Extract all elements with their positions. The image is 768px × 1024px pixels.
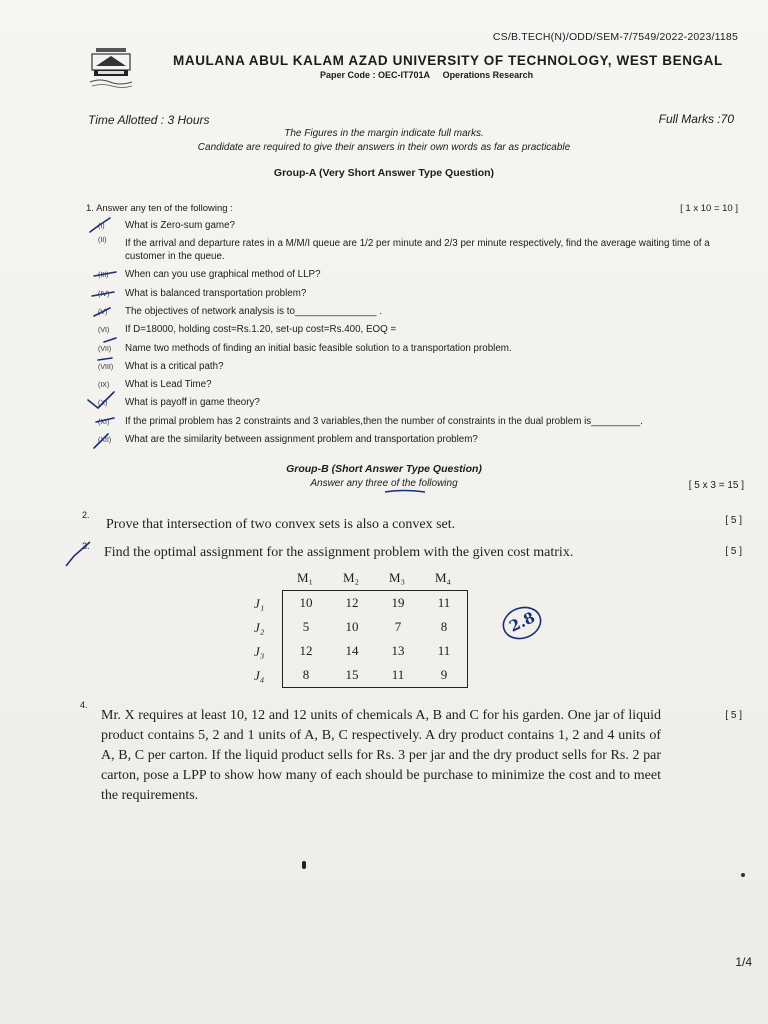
matrix-cell: 8: [302, 667, 310, 682]
group-b-marks: [ 5 x 3 = 15 ]: [688, 480, 744, 491]
question-4-text: Mr. X requires at least 10, 12 and 12 units of chemicals A, B and C for his garden. One jar of liquid product contains 5, 2 and 1 units of A, B, C respectively. A dry product contains 1, 2 and 4 units of A, B, C per carton. If the liquid product sells for Rs. 3 per jar and the dry product sells for Rs. 2 par carton, pose a LPP to show how many of each should be purchase to minimize the cost and to meet the requirements.: [101, 708, 661, 803]
matrix-cell: 10: [345, 619, 359, 634]
matrix-col-header: M₄: [435, 570, 452, 585]
matrix-row-header: J₄: [254, 668, 265, 683]
question-3-number: 3.: [82, 541, 90, 551]
table-row: [283, 639, 468, 663]
matrix-row-header: J₁: [254, 596, 265, 611]
question-4-marks: [ 5 ]: [725, 710, 742, 721]
list-item: (VI) If D=18000, holding cost=Rs.1.20, set-up cost=Rs.400, EOQ =: [98, 324, 397, 335]
cost-matrix: [282, 590, 468, 688]
list-item: (VII) Name two methods of finding an initial basic feasible solution to a transportation problem.: [98, 343, 512, 354]
table-row: [283, 591, 468, 616]
matrix-cell: 15: [345, 667, 359, 682]
list-item: (V) The objectives of network analysis is to_______________ .: [98, 306, 383, 317]
ink-speck: [302, 861, 306, 869]
matrix-cell: 11: [437, 643, 451, 658]
group-a-marks: [ 1 x 10 = 10 ]: [680, 203, 738, 214]
matrix-col-header: M₂: [343, 570, 360, 585]
question-2-marks: [ 5 ]: [725, 515, 742, 526]
question-3-text: Find the optimal assignment for the assignment problem with the given cost matrix.: [104, 545, 574, 560]
list-item: (IV) What is balanced transportation problem?: [98, 288, 307, 299]
ink-speck: [741, 873, 745, 877]
handwritten-tick-marks: [80, 212, 120, 452]
question-4-number: 4.: [80, 700, 88, 710]
table-row: [283, 615, 468, 639]
question-instruction: Answer any ten of the following :: [96, 203, 233, 214]
matrix-cell: 19: [391, 595, 405, 610]
matrix-cell: 14: [345, 643, 359, 658]
matrix-cell: 12: [299, 643, 313, 658]
group-b-instruction: Answer any three of the following: [310, 478, 458, 489]
matrix-row-header: J₃: [254, 644, 265, 659]
university-name: MAULANA ABUL KALAM AZAD UNIVERSITY OF TECHNOLOGY, WEST BENGAL: [173, 53, 723, 68]
university-logo: [86, 44, 138, 92]
underline-mark: [383, 489, 427, 495]
matrix-cell: 13: [391, 643, 405, 658]
matrix-cell: 11: [391, 667, 405, 682]
matrix-col-header: M₁: [297, 570, 314, 585]
instruction-note-2: Candidate are required to give their answers in their own words as far as practicable: [197, 142, 571, 153]
list-item: (IX) What is Lead Time?: [98, 379, 212, 390]
handwritten-score: [500, 604, 544, 642]
paper-code-label: Paper Code :: [320, 70, 376, 80]
paper-title: Operations Research: [442, 70, 534, 80]
list-item: (VIII) What is a critical path?: [98, 361, 224, 372]
question-paper-code: CS/B.TECH(N)/ODD/SEM-7/7549/2022-2023/1185: [492, 31, 738, 43]
matrix-cell: 10: [299, 595, 313, 610]
question-number: 1.: [86, 203, 94, 214]
question-2-text: Prove that intersection of two convex sets is also a convex set.: [106, 517, 456, 532]
instruction-note-1: The Figures in the margin indicate full marks.: [284, 128, 484, 139]
handwritten-score-text: 2.8: [506, 608, 538, 636]
group-a-title: Group-A (Very Short Answer Type Question): [273, 167, 495, 179]
group-b-title: Group-B (Short Answer Type Question): [286, 463, 482, 475]
list-item: (III) When can you use graphical method of LLP?: [98, 269, 321, 280]
matrix-cell: 8: [440, 619, 448, 634]
table-row: [283, 663, 468, 688]
list-item: (I) What is Zero-sum game?: [98, 220, 235, 231]
paper-code-line: [320, 70, 533, 80]
full-marks: Full Marks :70: [658, 112, 734, 126]
matrix-col-header: M₃: [389, 570, 406, 585]
list-item: (XI) If the primal problem has 2 constraints and 3 variables,then the number of constraints in the dual problem is_________.: [98, 416, 643, 427]
handwritten-tick-icon: [62, 540, 92, 568]
question-2-number: 2.: [82, 510, 90, 520]
matrix-cell: 5: [302, 619, 310, 634]
matrix-row-header: J₂: [254, 620, 265, 635]
matrix-cell: 12: [345, 595, 359, 610]
page-number: 1/4: [735, 955, 752, 969]
paper-code: OEC-IT701A: [378, 70, 431, 80]
question-3-marks: [ 5 ]: [725, 546, 742, 557]
time-allotted: Time Allotted : 3 Hours: [88, 113, 210, 127]
matrix-cell: 11: [437, 595, 451, 610]
list-item: (X) What is payoff in game theory?: [98, 397, 260, 408]
matrix-cell: 9: [440, 667, 448, 682]
list-item: (II) If the arrival and departure rates in a M/M/I queue are 1/2 per minute and 2/3 per minute respectively, find the average waiting time of a customer in the queue.: [98, 237, 710, 262]
matrix-cell: 7: [394, 619, 402, 634]
list-item: (XII) What are the similarity between assignment problem and transportation problem?: [98, 434, 478, 445]
